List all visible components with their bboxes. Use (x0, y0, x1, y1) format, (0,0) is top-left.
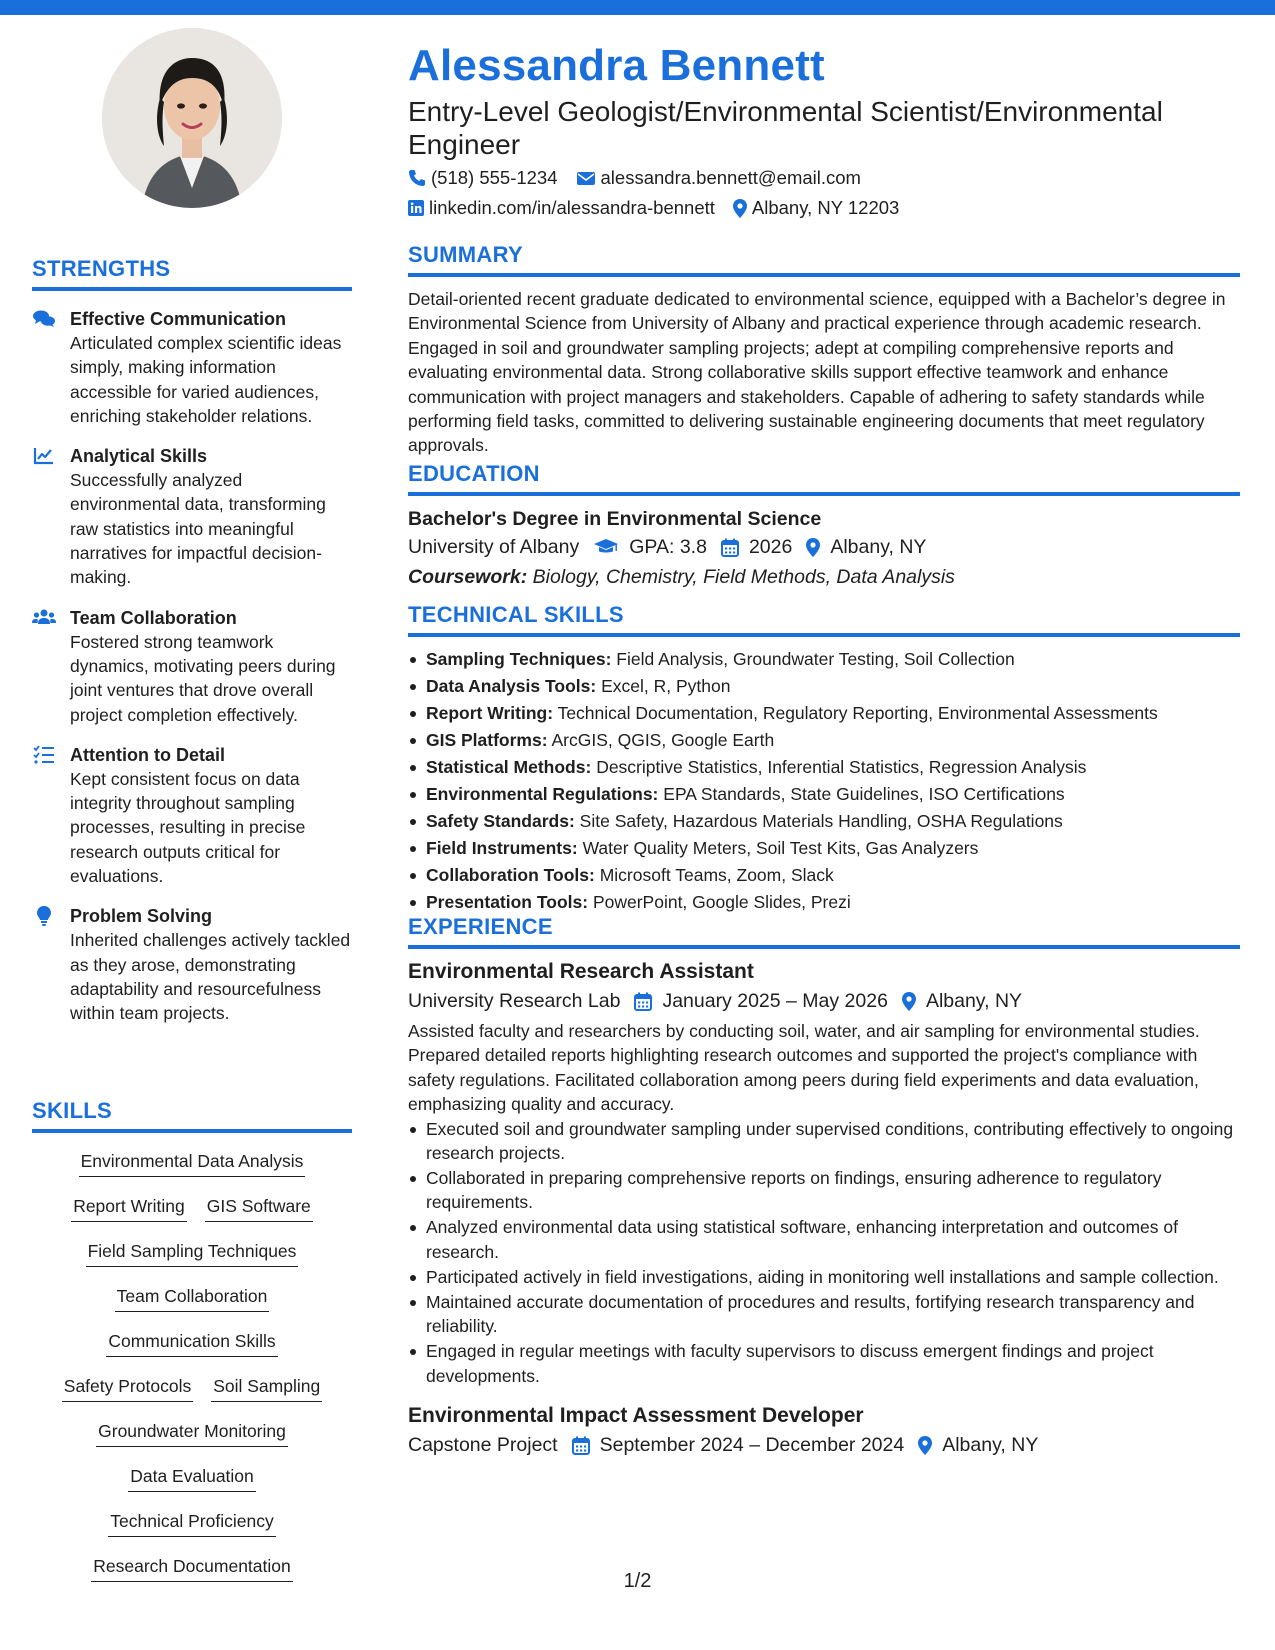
location-contact (733, 195, 899, 221)
organization-text: Capstone Project (408, 1434, 558, 1457)
skill-values: EPA Standards, State Guidelines, ISO Certifications (663, 784, 1065, 804)
technical-skills-list (408, 646, 1240, 916)
skill-values: Water Quality Meters, Soil Test Kits, Gas Analyzers (582, 838, 979, 858)
summary-heading: SUMMARY (408, 242, 523, 267)
education-location-text: Albany, NY (830, 536, 927, 558)
skill-tag: Groundwater Monitoring (96, 1419, 288, 1447)
job-location-text: Albany, NY (942, 1434, 1039, 1457)
skill-row (32, 1419, 352, 1464)
email-text: alessandra.bennett@email.com (600, 167, 861, 188)
lightbulb-icon (32, 905, 56, 927)
calendar-icon (721, 538, 739, 557)
gpa-text: GPA: 3.8 (629, 536, 707, 558)
strength-description: Inherited challenges actively tackled as they arose, demonstrating adaptability and resourcefulness within team projects. (70, 930, 351, 1024)
summary-divider (408, 273, 1240, 277)
technical-skill-item (408, 862, 1240, 889)
technical-skill-item (408, 781, 1240, 808)
job-title: Environmental Impact Assessment Developer (408, 1404, 864, 1428)
skill-row (32, 1194, 352, 1239)
gpa-item (593, 532, 707, 562)
skill-values: Site Safety, Hazardous Materials Handling, OSHA Regulations (579, 811, 1063, 831)
achievement-item: Analyzed environmental data using statistical software, enhancing interpretation and outcomes of research. (408, 1215, 1240, 1264)
skills-heading: SKILLS (32, 1098, 113, 1123)
technical-skills-heading: TECHNICAL SKILLS (408, 602, 624, 627)
job-location (918, 1430, 1038, 1460)
skill-category: Environmental Regulations: (426, 784, 659, 804)
strength-title: Team Collaboration (70, 607, 237, 628)
skill-tag: Safety Protocols (62, 1374, 193, 1402)
job-location (902, 986, 1022, 1016)
achievement-item: Maintained accurate documentation of procedures and results, fortifying research transparency and reliability. (408, 1290, 1240, 1339)
education-meta (408, 532, 1240, 562)
strength-description: Fostered strong teamwork dynamics, motivating peers during joint ventures that drove overall project completion effectively. (70, 631, 336, 725)
envelope-icon (576, 170, 596, 186)
job-location-text: Albany, NY (925, 990, 1023, 1012)
education-location (806, 532, 926, 562)
phone-text: (518) 555-1234 (431, 167, 558, 188)
job-description: Assisted faculty and researchers by conducting soil, water, and air sampling for environmental studies. Prepared detailed reports highlighting research outcomes and supported the project's compliance with safety regulations. Facilitated collaboration among peers during field experiments and data evaluation, emphasizing quality and accuracy. (408, 1021, 1200, 1115)
job-meta (408, 1430, 1240, 1460)
profile-photo (102, 28, 282, 208)
graduation-year (721, 532, 792, 562)
calendar-icon (572, 1436, 590, 1455)
skill-row (32, 1329, 352, 1374)
education-divider (408, 492, 1240, 496)
job-meta (408, 986, 1240, 1016)
skill-category: Field Instruments: (426, 838, 578, 858)
contact-row (408, 165, 1240, 191)
experience-divider (408, 945, 1240, 949)
skill-tag: Soil Sampling (211, 1374, 322, 1402)
skill-category: Data Analysis Tools: (426, 676, 597, 696)
degree-title: Bachelor's Degree in Environmental Science (408, 508, 822, 530)
technical-skill-item (408, 808, 1240, 835)
graduation-cap-icon (593, 538, 619, 556)
page-number: 1/2 (623, 1570, 652, 1592)
strength-item (32, 743, 352, 888)
job-dates (572, 1430, 905, 1460)
skill-tag: Communication Skills (106, 1329, 277, 1357)
skill-category: Presentation Tools: (426, 892, 589, 912)
skill-values: Excel, R, Python (601, 676, 731, 696)
job-achievements (408, 1117, 1240, 1388)
users-icon (32, 607, 56, 629)
year-text: 2026 (748, 536, 793, 558)
skill-tag: Report Writing (71, 1194, 187, 1222)
dates-text: January 2025 – May 2026 (662, 990, 888, 1012)
school-name (408, 532, 579, 562)
achievement-item: Executed soil and groundwater sampling under supervised conditions, contributing effectively to ongoing research projects. (408, 1117, 1240, 1166)
skill-values: Microsoft Teams, Zoom, Slack (599, 865, 834, 885)
linkedin-text: linkedin.com/in/alessandra-bennett (429, 197, 715, 218)
strength-description: Successfully analyzed environmental data, transforming raw statistics into meaningful narratives for impactful decision-making. (70, 470, 326, 588)
technical-skills-section (408, 602, 1240, 916)
skill-row (32, 1464, 352, 1509)
summary-text: Detail-oriented recent graduate dedicated to environmental science, equipped with a Bachelor’s degree in Environmental Science from University of Albany and practical experience through academic research. Engaged in soil and groundwater sampling projects; adept at compiling comprehensive reports and evaluating environmental data. Strong collaborative skills support effective teamwork and enhance communication with project managers and stakeholders. Capable of adhering to safety standards while performing field tasks, committed to delivering sustainable engineering documents that meet regulatory approvals. (408, 289, 1226, 456)
strength-item (32, 444, 352, 589)
skill-tag: Research Documentation (91, 1554, 292, 1582)
skill-row (32, 1284, 352, 1329)
skills-section (32, 1098, 352, 1599)
technical-skill-item (408, 835, 1240, 862)
strength-title: Attention to Detail (70, 744, 225, 765)
skill-category: Statistical Methods: (426, 757, 592, 777)
map-pin-icon (806, 538, 820, 557)
technical-skills-divider (408, 633, 1240, 637)
skill-tag: Environmental Data Analysis (79, 1149, 306, 1177)
linkedin-icon (408, 200, 424, 216)
technical-skill-item (408, 889, 1240, 916)
candidate-headline: Entry-Level Geologist/Environmental Scientist/Environmental Engineer (408, 96, 1163, 160)
skill-values: PowerPoint, Google Slides, Prezi (592, 892, 851, 912)
map-pin-icon (733, 199, 747, 218)
skill-values: Descriptive Statistics, Inferential Statistics, Regression Analysis (596, 757, 1087, 777)
strength-item (32, 606, 352, 727)
email-contact[interactable] (576, 165, 861, 191)
technical-skill-item (408, 673, 1240, 700)
skill-tag: GIS Software (205, 1194, 313, 1222)
education-section (408, 461, 1240, 592)
summary-section (408, 242, 1240, 458)
right-column (408, 40, 1240, 1457)
skill-tag: Field Sampling Techniques (86, 1239, 299, 1267)
list-check-icon (32, 744, 56, 766)
education-heading: EDUCATION (408, 461, 540, 486)
strength-item (32, 307, 352, 428)
skill-tag: Data Evaluation (128, 1464, 256, 1492)
skill-row (32, 1509, 352, 1554)
coursework-list: Biology, Chemistry, Field Methods, Data Analysis (532, 566, 955, 588)
contact-row (408, 195, 1240, 221)
technical-skill-item (408, 754, 1240, 781)
strengths-heading: STRENGTHS (32, 256, 171, 281)
skill-tag-list (32, 1149, 352, 1599)
coursework-label: Coursework: (408, 566, 528, 588)
strengths-section (32, 256, 352, 1026)
technical-skill-item (408, 646, 1240, 673)
comments-icon (32, 308, 56, 330)
profile-photo-illustration (102, 28, 282, 208)
skill-tag: Technical Proficiency (108, 1509, 275, 1537)
skill-category: Report Writing: (426, 703, 554, 723)
strength-item (32, 904, 352, 1025)
experience-section (408, 914, 1240, 1460)
linkedin-contact[interactable] (408, 195, 715, 221)
strength-title: Analytical Skills (70, 446, 208, 467)
phone-icon (408, 169, 426, 187)
map-pin-icon (902, 992, 916, 1011)
strength-description: Kept consistent focus on data integrity throughout sampling processes, resulting in precise research outputs critical for evaluations. (70, 768, 306, 887)
coursework-line (408, 562, 1240, 592)
achievement-item: Engaged in regular meetings with faculty supervisors to discuss emergent findings and project developments. (408, 1339, 1240, 1388)
experience-heading: EXPERIENCE (408, 914, 553, 939)
school-text: University of Albany (408, 536, 580, 558)
skill-row (32, 1374, 352, 1419)
top-accent-bar (0, 0, 1275, 15)
phone-contact[interactable] (408, 165, 558, 191)
achievement-item: Collaborated in preparing comprehensive reports on findings, ensuring adherence to regulatory requirements. (408, 1166, 1240, 1215)
strength-description: Articulated complex scientific ideas simply, making information accessible for varied audiences, enriching stakeholder relations. (70, 333, 342, 426)
dates-text: September 2024 – December 2024 (599, 1434, 905, 1457)
strength-title: Effective Communication (70, 309, 287, 329)
achievement-item: Participated actively in field investigations, aiding in monitoring well installations and sample collection. (408, 1265, 1240, 1289)
location-text: Albany, NY 12203 (751, 197, 900, 218)
skill-category: Safety Standards: (426, 811, 575, 831)
job-dates (634, 986, 888, 1016)
job-organization (408, 1430, 558, 1460)
technical-skill-item (408, 700, 1240, 727)
job-organization (408, 986, 620, 1016)
map-pin-icon (918, 1436, 932, 1455)
job-title: Environmental Research Assistant (408, 960, 754, 983)
skill-row (32, 1149, 352, 1194)
skill-category: Sampling Techniques: (426, 649, 612, 669)
calendar-icon (634, 992, 652, 1011)
technical-skill-item (408, 727, 1240, 754)
chart-line-icon (32, 445, 56, 467)
skill-values: Field Analysis, Groundwater Testing, Soil Collection (616, 649, 1015, 669)
skill-category: GIS Platforms: (426, 730, 548, 750)
skill-tag: Team Collaboration (115, 1284, 270, 1312)
skill-row (32, 1239, 352, 1284)
candidate-name: Alessandra Bennett (408, 41, 825, 90)
skill-values: ArcGIS, QGIS, Google Earth (551, 730, 775, 750)
strength-title: Problem Solving (70, 906, 213, 927)
skill-category: Collaboration Tools: (426, 865, 595, 885)
strengths-divider (32, 287, 352, 291)
skill-values: Technical Documentation, Regulatory Reporting, Environmental Assessments (557, 703, 1158, 723)
skills-divider (32, 1129, 352, 1133)
organization-text: University Research Lab (408, 990, 621, 1012)
